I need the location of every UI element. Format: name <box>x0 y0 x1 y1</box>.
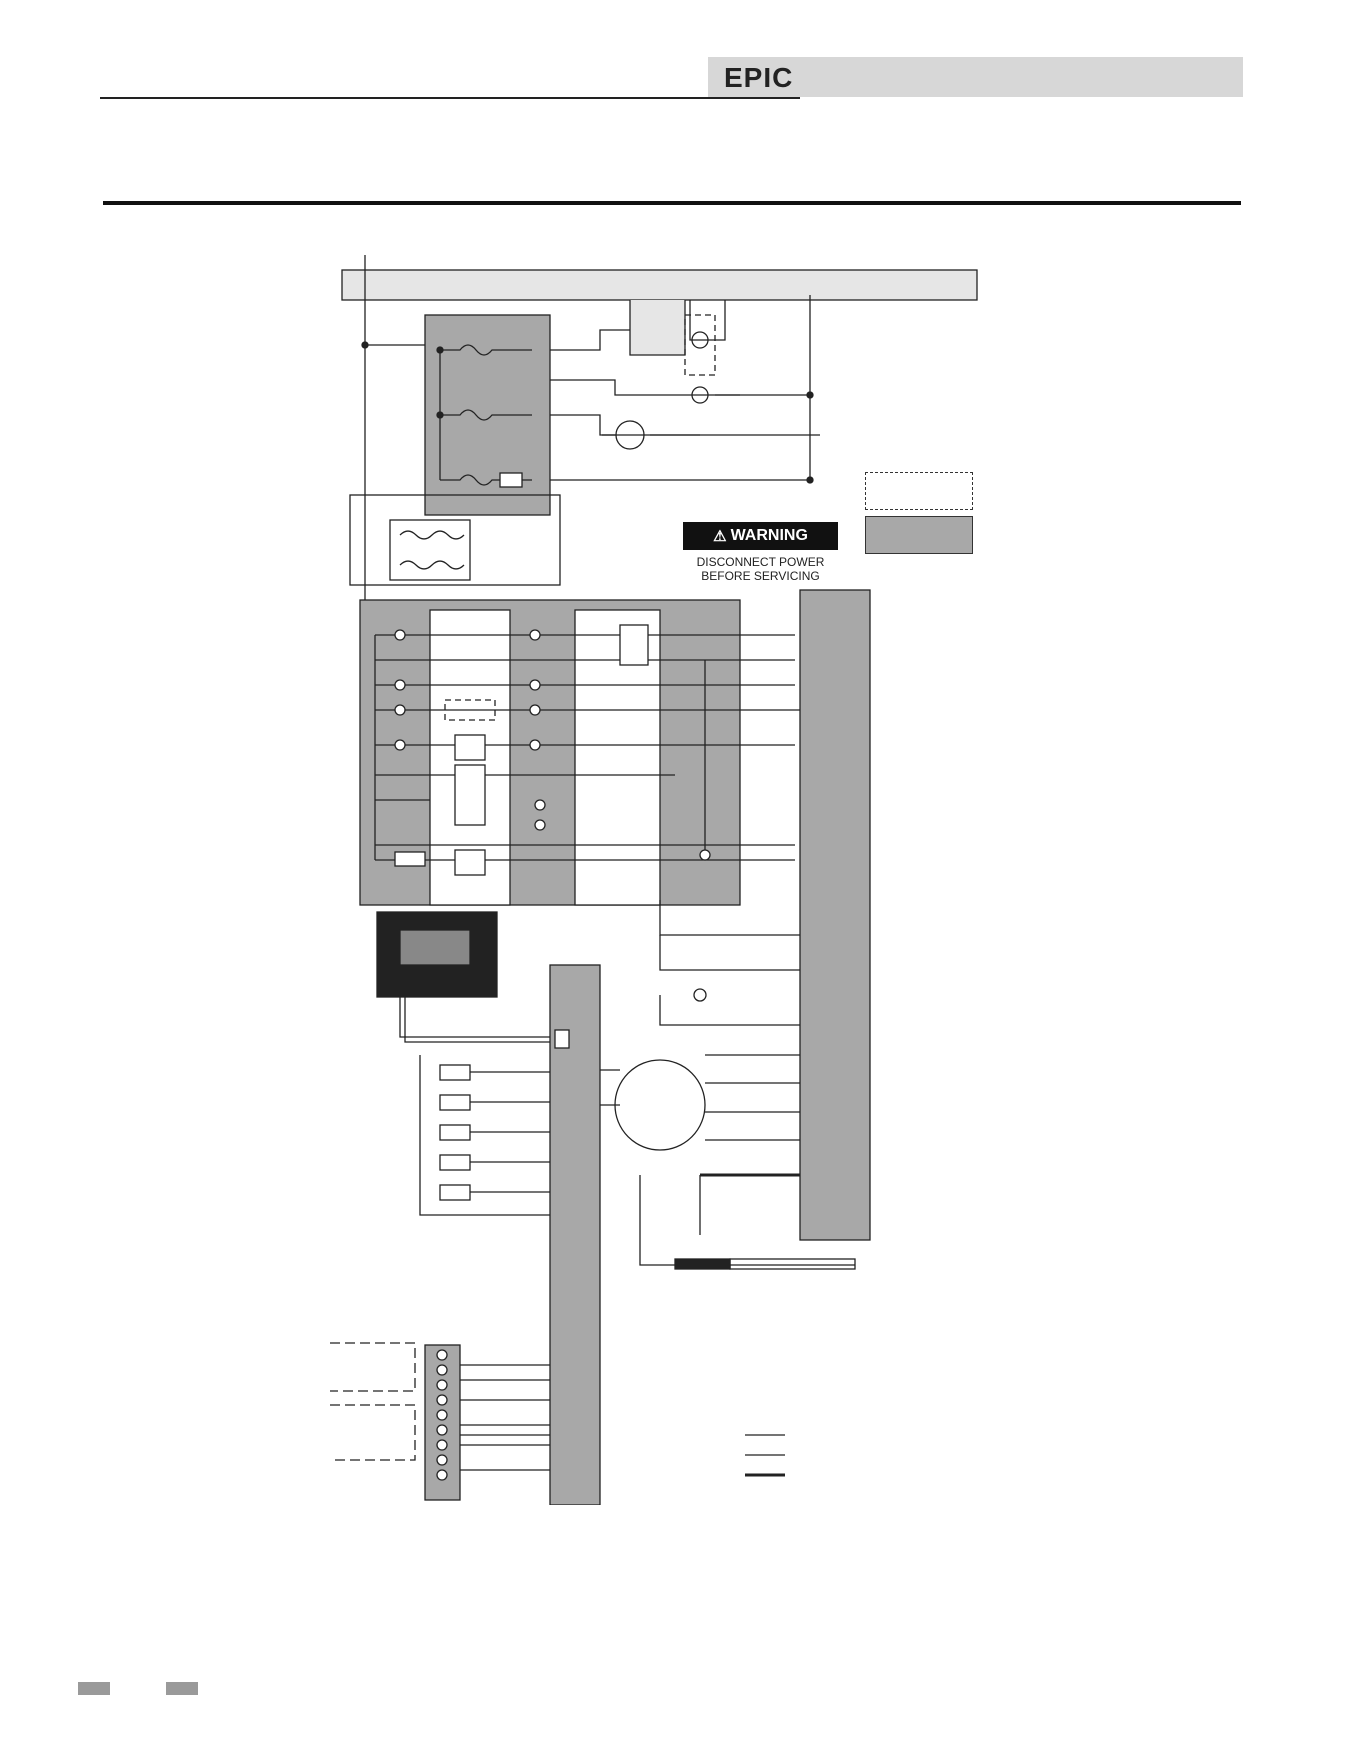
footer-tab-left <box>78 1682 110 1695</box>
warning-triangle-icon: ⚠ <box>713 528 727 545</box>
warning-body <box>683 550 838 583</box>
header-rule <box>100 97 800 99</box>
top-bus-drop <box>630 300 685 355</box>
legend-dashed-box <box>865 472 973 510</box>
right-board <box>800 590 870 1240</box>
top-bus <box>342 270 977 300</box>
brand-logo <box>722 57 808 97</box>
footer-tab-right <box>166 1682 198 1695</box>
warning-label <box>683 522 838 594</box>
warning-heading: ⚠ WARNING <box>683 522 838 550</box>
section-rule <box>103 201 1241 205</box>
transformer <box>390 520 470 580</box>
thermistors <box>420 1055 550 1215</box>
wiring-diagram <box>330 255 980 1505</box>
combustion-blower <box>580 1055 800 1150</box>
svg-text:EPIC: EPIC <box>724 62 794 93</box>
warning-line-2: BEFORE SERVICING <box>701 569 820 583</box>
legend-shaded-box <box>865 516 973 554</box>
warning-line-1: DISCONNECT POWER <box>696 555 825 569</box>
